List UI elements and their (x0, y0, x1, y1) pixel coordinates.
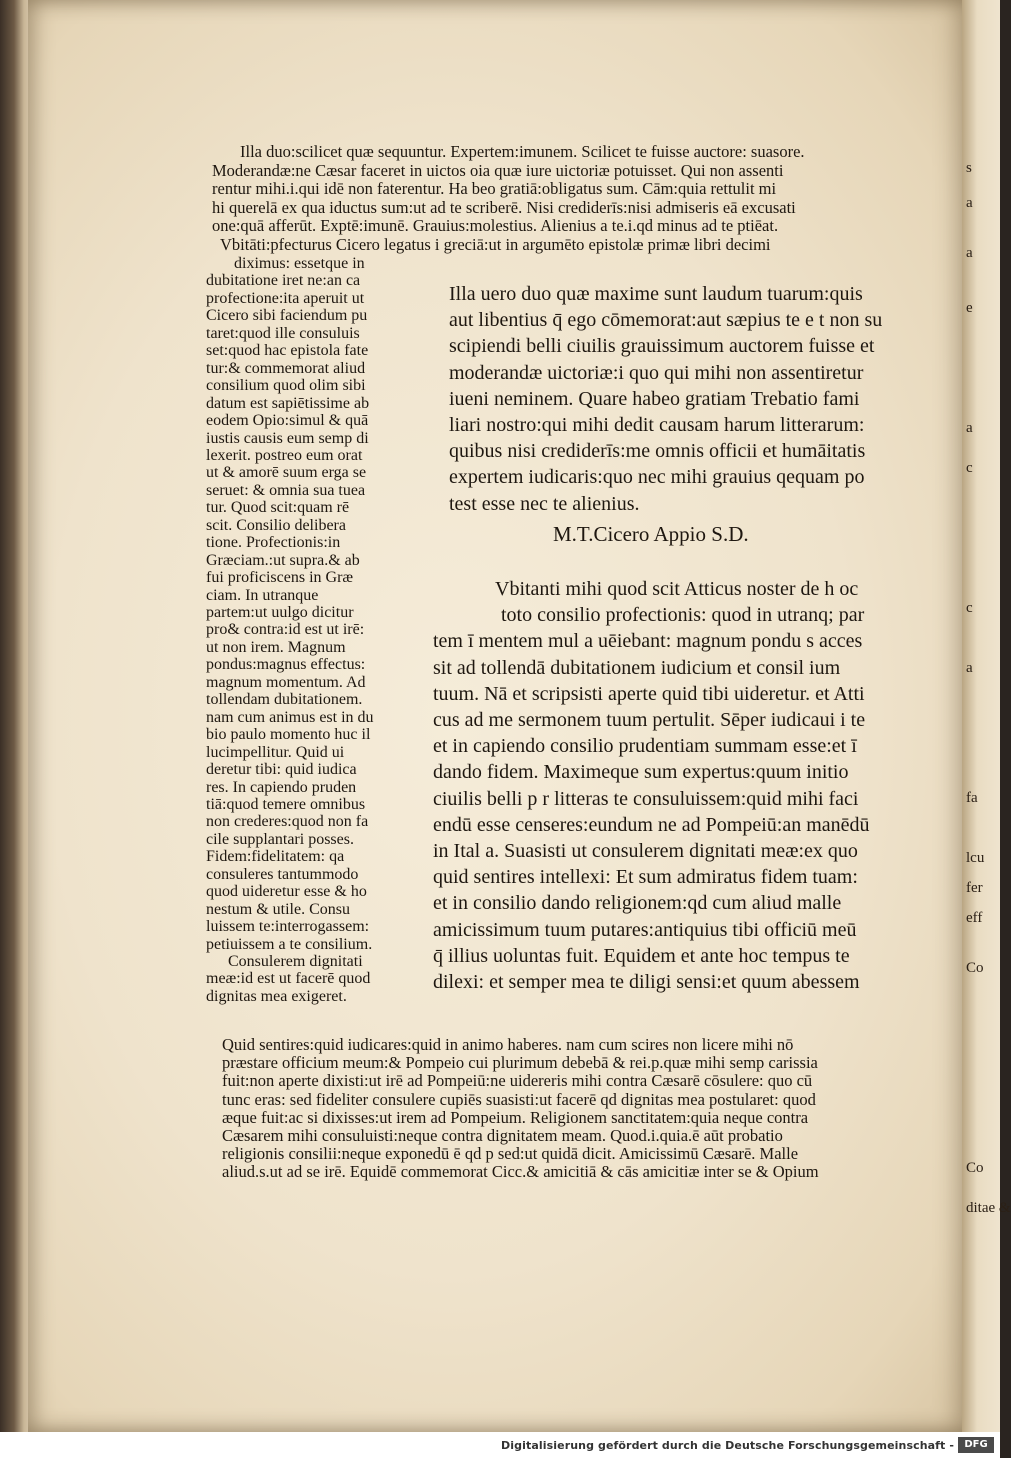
commentary-line: ut & amorē suum erga se (206, 464, 367, 482)
text-line: et in capiendo consilio prudentiam summam esse:et ī (433, 735, 857, 758)
commentary-line: datum est sapiētissime ab (206, 394, 370, 412)
text-line: q̄ illius uoluntas fuit. Equidem et ante hoc tempus te (433, 944, 850, 967)
commentary-line: lexerit. postreo eum orat (206, 446, 363, 464)
commentary-line: Moderandæ:ne Cæsar faceret in uictos oia quæ iure uictoriæ potuisset. Qui non assenti (212, 160, 784, 180)
facing-page-fragment: fa (966, 790, 978, 806)
facing-page-fragment: s (966, 160, 972, 176)
text-line: quid sentires intellexi: Et sum admiratus fidem tuam: (433, 866, 858, 889)
commentary-line: rentur mihi.i.qui idē non faterentur. Ha beo gratiā:obligatus sum. Cām:quia rettulit mi (212, 179, 777, 199)
commentary-line: eodem Opio:simul & quā (206, 412, 369, 430)
commentary-line: dubitatione iret ne:an ca (206, 272, 361, 290)
facing-page-fragment: lcu (966, 850, 985, 866)
facing-page-fragment: a (966, 420, 973, 436)
commentary-line: petiuissem a te consilium. (206, 935, 373, 953)
text-line: test esse nec te alienius. (449, 492, 640, 515)
text-line: quibus nisi crediderīs:me omnis officii et humāitatis (449, 440, 866, 463)
facing-page-fragment: ditae & (966, 1200, 1011, 1216)
text-line: Vbitanti mihi quod scit Atticus noster de h oc (495, 578, 859, 600)
commentary-line: tollendam dubitationem. (206, 691, 363, 709)
commentary-line: nestum & utile. Consu (206, 900, 350, 918)
commentary-line: Fidem:fidelitatem: qa (206, 848, 345, 866)
text-line: moderandæ uictoriæ:i quo qui mihi non assentiretur (449, 361, 864, 384)
text-line: cus ad me sermonem tuum pertulit. Sēper iudicaui i te (433, 709, 866, 731)
facing-page-fragment: a (966, 195, 973, 211)
text-line: sit ad tollendā dubitationem iudicium et consil ium (433, 656, 841, 679)
text-line: tem ī mentem mul a uēiebant: magnum pondu s acces (433, 630, 863, 653)
text-line: et in consilio dando religionem:qd cum aliud malle (433, 892, 842, 915)
commentary-line: consuleres tantummodo (206, 865, 359, 883)
commentary-line: one:quā afferūt. Exptē:imunē. Grauius:molestius. Alienius a te.i.qd minus ad te ptiēat. (212, 216, 779, 236)
commentary-line: æque fuit:ac si dixisses:ut irem ad Pompeium. Religionem sanctitatem:quia neque contra (222, 1107, 809, 1127)
commentary-line: bio paulo momento huc il (206, 726, 371, 744)
text-line: expertem iudicaris:quo nec mihi grauius qequam po (449, 466, 865, 489)
commentary-line: profectione:ita aperuit ut (206, 289, 365, 307)
commentary-line: aliud.s.ut ad se irē. Equidē commemorat Cicc.& amicitiā & cās amicitiæ inter se & Opium (222, 1162, 819, 1182)
commentary-line: non crederes:quod non fa (206, 813, 369, 831)
commentary-line: diximus: essetque in (234, 255, 365, 272)
facing-page-fragment: e (966, 300, 973, 316)
text-line: aut libentius q̄ ego cōmemorat:aut sæpius te e t non su (449, 309, 883, 332)
commentary-line: religionis consilii:neque exponedū ē qd p sed:ut quidā dicit. Amicissimū Cæsarē. Malle (222, 1144, 799, 1164)
facing-page-fragment: c (966, 600, 973, 616)
commentary-line: magnum momentum. Ad (206, 673, 366, 691)
commentary-line: Græciam.:ut supra.& ab (206, 551, 360, 569)
letter-heading: M.T.Cicero Appio S.D. (553, 522, 749, 546)
commentary-line: deretur tibi: quid iudica (206, 761, 357, 779)
facing-page-fragment: Co (966, 1160, 984, 1176)
text-line: scipiendi belli ciuilis grauissimum auctorem fuisse et (449, 335, 875, 358)
commentary-line: lucimpellitur. Quid ui (206, 743, 345, 761)
commentary-line: set:quod hac epistola fate (206, 342, 369, 360)
commentary-line: iustis causis eum semp di (206, 429, 369, 447)
commentary-line: pro& contra:id est ut irē: (206, 621, 365, 639)
commentary-line: præstare officium meum:& Pompeio cui plurimum debebā & rei.p.quæ mihi semp carissia (222, 1053, 818, 1073)
text-line: iueni neminem. Quare habeo gratiam Trebatio fami (449, 387, 860, 410)
commentary-line: luissem te:interrogassem: (206, 918, 370, 936)
commentary-line: Quid sentires:quid iudicares:quid in animo haberes. nam cum scires non licere mihi nō (222, 1035, 794, 1054)
text-line: tuum. Nā et scripsisti aperte quid tibi uideretur. et Atti (433, 682, 865, 705)
commentary-line: res. In capiendo pruden (206, 778, 357, 796)
commentary-line: Cicero sibi faciendum pu (206, 307, 368, 325)
commentary-line: fui proficiscens in Græ (206, 569, 354, 587)
text-line: endū esse censeres:eundum ne ad Pompeiū:an manēdū (433, 813, 870, 836)
commentary-line: meæ:id est ut facerē quod (206, 970, 371, 988)
commentary-line: seruet: & omnia sua tuea (206, 481, 366, 499)
text-line: amicissimum tuum putares:antiquius tibi officiū meū (433, 918, 857, 941)
commentary-line: tiā:quod temere omnibus (206, 795, 366, 813)
facing-page-fragment: c (966, 460, 973, 476)
text-line: in Ital a. Suasisti ut consulerem dignitati meæ:ex quo (433, 840, 858, 862)
footer-bar (0, 1432, 1000, 1458)
facing-page-fragment: eff (966, 910, 983, 926)
commentary-line: quod uideretur esse & ho (206, 883, 367, 901)
commentary-line: tur:& commemorat aliud (206, 359, 366, 377)
facing-page-fragment: fer (966, 880, 983, 896)
dfg-logo: DFG (958, 1437, 994, 1453)
book-page (28, 0, 970, 1432)
text-line: liari nostro:qui mihi dedit causam harum litterarum: (449, 414, 865, 436)
facing-page-fragment: Co (966, 960, 984, 976)
commentary-line: consilium quod olim sibi (206, 377, 366, 395)
commentary-line: partem:ut uulgo dicitur (206, 604, 354, 621)
commentary-line: Cæsarem mihi consuluisti:neque contra dignitatem meam. Quod.i.quia.ē aūt probatio (222, 1126, 783, 1145)
commentary-line: hi querelā ex qua iductus sum:ut ad te scriberē. Nisi crediderīs:nisi admiseris eā excusati (212, 197, 796, 217)
facing-page-fragment: a (966, 245, 973, 261)
commentary-line: fuit:non aperte dixisti:ut irē ad Pompeiū:ne uidereris mihi contra Cæsarē cōsulere: quo cū (222, 1071, 813, 1091)
text-line: dilexi: et semper mea te diligi sensi:et quum abessem (433, 971, 860, 993)
commentary-line: ut non irem. Magnum (206, 638, 346, 656)
text-line: Illa uero duo quæ maxime sunt laudum tuarum:quis (449, 283, 863, 305)
commentary-line: tur. Quod scit:quam rē (206, 499, 350, 517)
commentary-line: ciam. In utranque (206, 586, 319, 604)
commentary-line: taret:quod ille consuluis (206, 324, 360, 342)
footer-credit: Digitalisierung gefördert durch die Deutsche Forschungsgemeinschaft - (501, 1439, 954, 1452)
commentary-line: Consulerem dignitati (228, 953, 363, 970)
commentary-line: dignitas mea exigeret. (206, 987, 347, 1005)
facing-page-edge (962, 0, 1011, 1432)
commentary-line: pondus:magnus effectus: (206, 656, 366, 674)
commentary-line: cile supplantari posses. (206, 830, 354, 848)
text-line: dando fidem. Maximeque sum expertus:quum initio (433, 761, 849, 784)
commentary-line: tunc eras: sed fideliter consulere cupiēs suasisti:ut facerē qd dignitas mea postularet: quod (222, 1089, 816, 1109)
commentary-line: Illa duo:scilicet quæ sequuntur. Expertem:imunem. Scilicet te fuisse auctore: suasore. (240, 142, 805, 161)
commentary-line: nam cum animus est in du (206, 708, 374, 726)
commentary-line: tione. Profectionis:in (206, 534, 341, 552)
commentary-line: scit. Consilio delibera (206, 516, 346, 534)
text-line: ciuilis belli p r litteras te consuluissem:quid mihi faci (433, 787, 859, 810)
text-line: toto consilio profectionis: quod in utranq; par (501, 604, 865, 627)
commentary-line: Vbitāti:pfecturus Cicero legatus i greciā:ut in argumēto epistolæ primæ libri decimi (220, 235, 771, 254)
facing-page-fragment: a (966, 660, 973, 676)
